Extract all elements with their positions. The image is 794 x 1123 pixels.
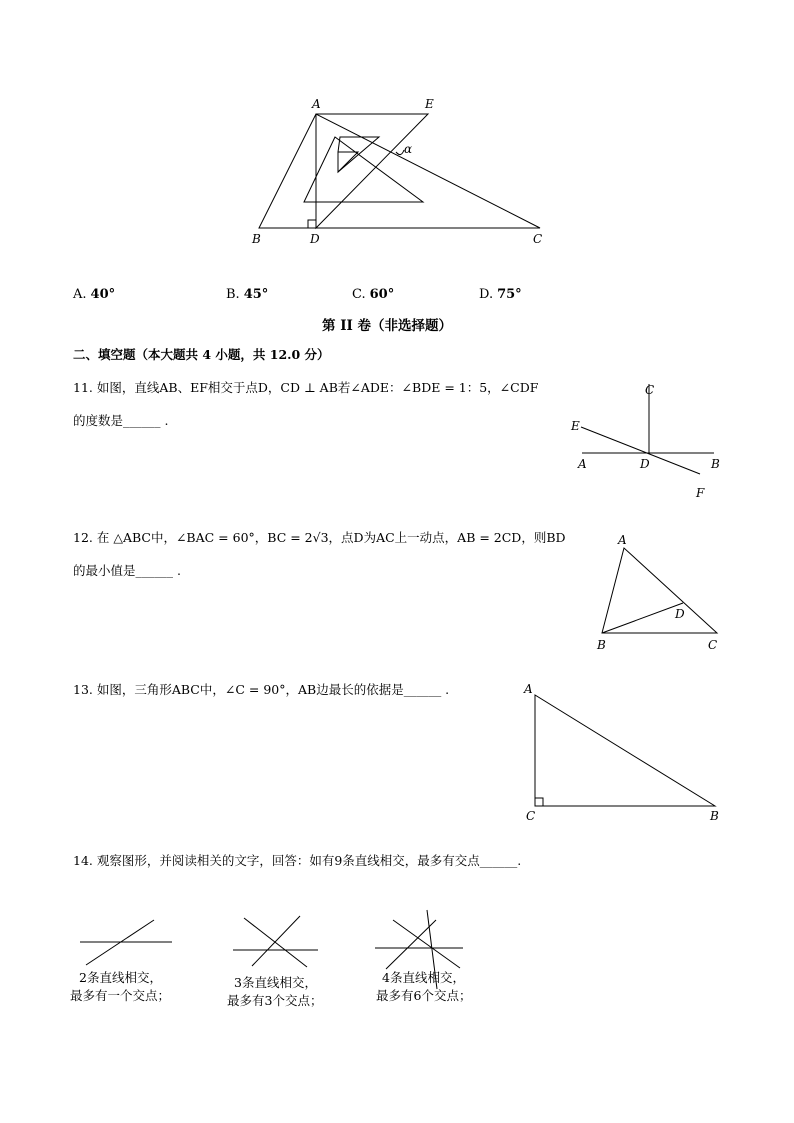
label-e: E (425, 97, 434, 111)
fig2-slanted-line-2 (252, 916, 300, 966)
label-alpha: α (404, 142, 413, 156)
section2-heading: 二、填空题（本大题共 4 小题，共 12.0 分） (73, 347, 330, 362)
option-letter: A. (73, 287, 87, 302)
label-f: F (696, 486, 705, 500)
label-a: A (312, 97, 321, 111)
label-a: A (578, 457, 587, 471)
label-b: B (597, 638, 606, 652)
label-b: B (711, 457, 720, 471)
option-letter: D. (479, 287, 494, 302)
section-title: 第 II 卷（非选择题） (322, 318, 453, 334)
option-value: 40° (90, 287, 116, 302)
caption-line2: 最多有6个交点； (376, 988, 472, 1003)
fig2-slanted-line-1 (244, 918, 307, 967)
label-e: E (571, 419, 580, 433)
caption-line2: 最多有一个交点； (70, 988, 171, 1003)
q14-caption-3 (376, 969, 471, 1005)
caption-line2: 最多有3个交点； (227, 993, 323, 1008)
caption-line1: 2条直线相交， (79, 970, 162, 985)
q13-text-line1: 13. 如图，三角形ABC中，∠C = 90°，AB边最长的依据是______ . (73, 682, 450, 697)
option-letter: B. (226, 287, 240, 302)
caption-line1: 4条直线相交， (382, 970, 465, 985)
option-value: 75° (497, 287, 522, 302)
q14-caption-2 (227, 974, 322, 1010)
label-d: D (310, 232, 320, 246)
q11-text-line1: 11. 如图，直线AB、EF相交于点D，CD ⊥ AB若∠ADE：∠BDE = 1：5，∠CDF (73, 380, 539, 395)
fig3-slanted-line-2 (386, 920, 436, 969)
fig3-slanted-line-1 (393, 920, 460, 968)
label-c: C (533, 232, 543, 246)
label-d: D (640, 457, 650, 471)
q14-text-line1: 14. 观察图形，并阅读相关的文字，回答：如有9条直线相交，最多有交点______. (73, 853, 522, 868)
caption-line1: 3条直线相交， (234, 975, 317, 990)
label-c: C (645, 383, 655, 397)
option-value: 45° (243, 287, 269, 302)
option-letter: C. (352, 287, 366, 302)
label-a: A (524, 682, 533, 696)
q11-text-line2: 的度数是______ . (73, 413, 169, 428)
label-c: C (708, 638, 718, 652)
q14-caption-1 (70, 969, 170, 1005)
label-a: A (618, 533, 627, 547)
label-b: B (710, 809, 719, 823)
option-value: 60° (369, 287, 395, 302)
label-d: D (675, 607, 685, 621)
q12-text-line2: 的最小值是______ . (73, 563, 181, 578)
label-b: B (252, 232, 261, 246)
label-c: C (526, 809, 536, 823)
q12-text-line1: 12. 在 △ABC中，∠BAC = 60°，BC = 2√3，点D为AC上一动点，AB = 2CD，则BD (73, 530, 566, 545)
